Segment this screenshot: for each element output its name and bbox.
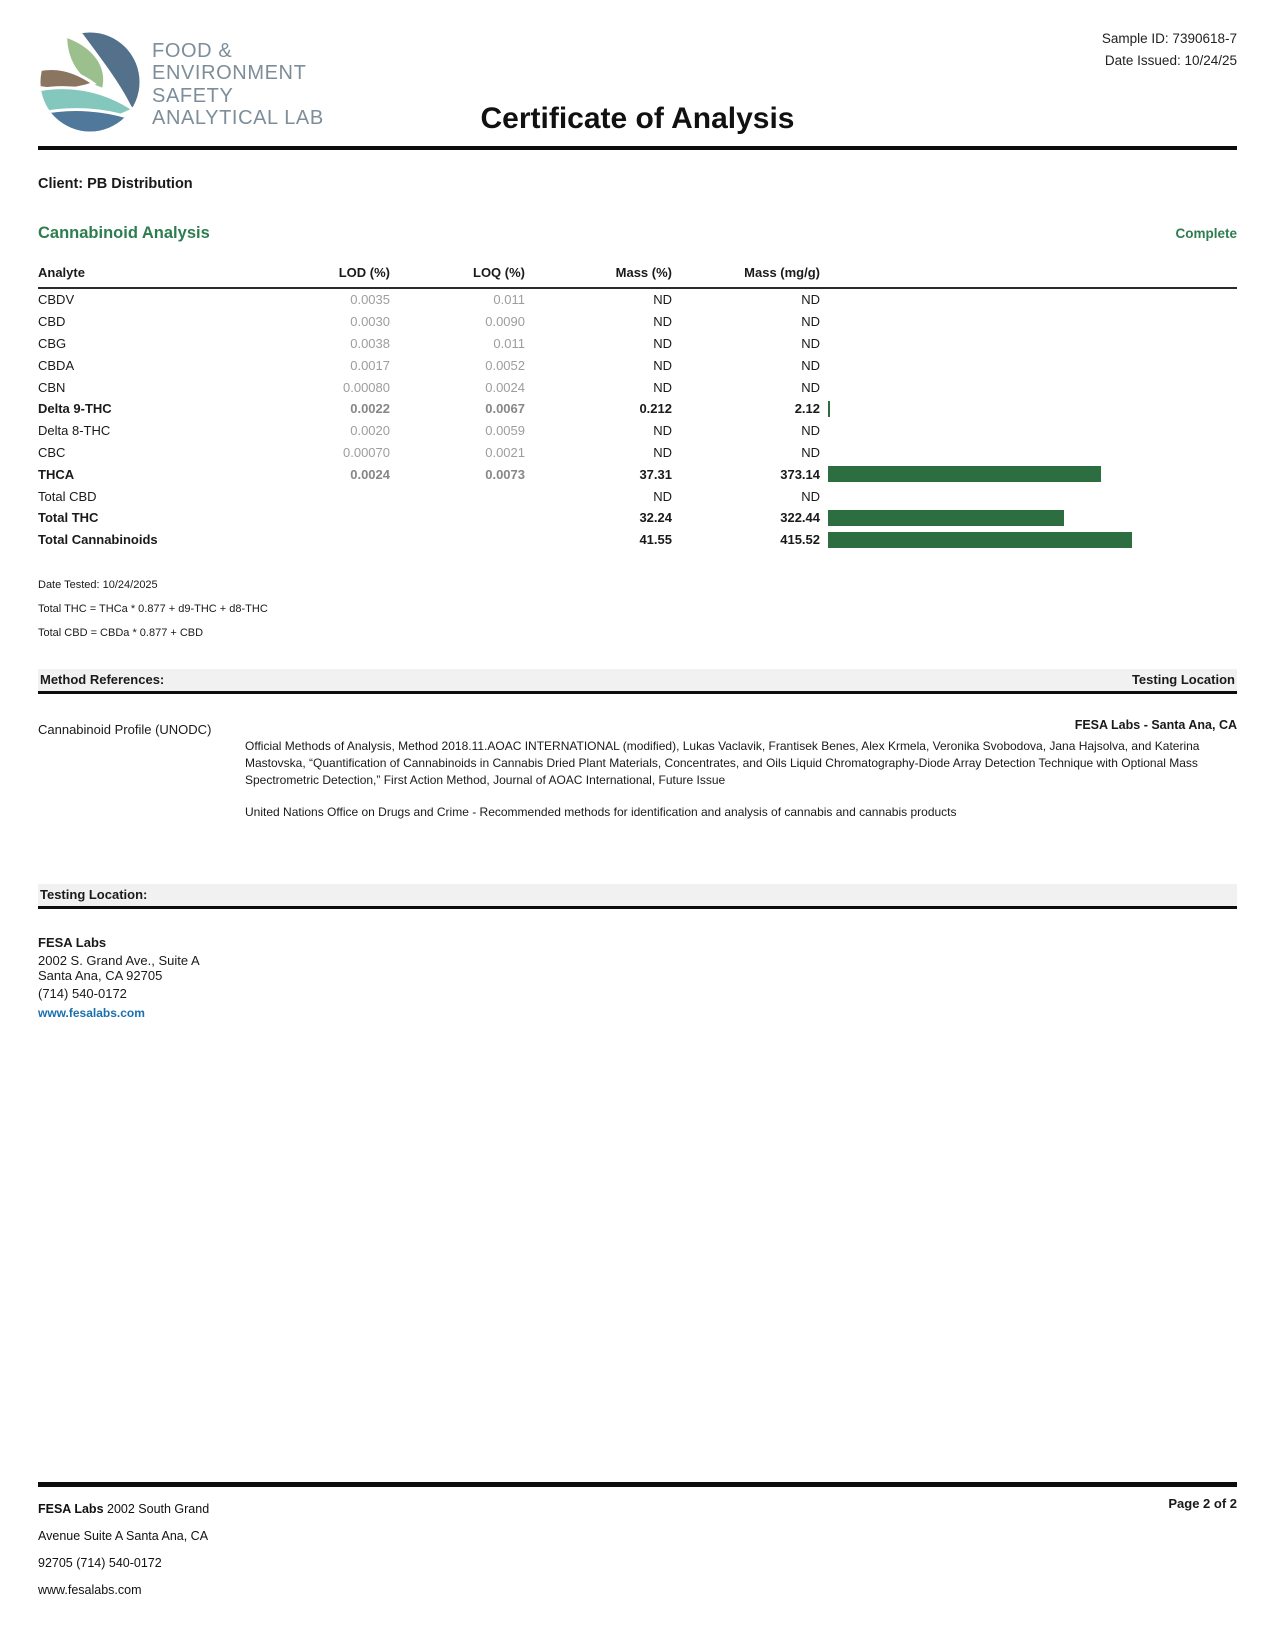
loq-cell: 0.0073	[485, 466, 525, 482]
analyte-cell: CBN	[38, 379, 66, 395]
table-row	[38, 289, 1237, 311]
footer-address-line: 92705 (714) 540-0172	[38, 1555, 162, 1570]
total-thc-formula: Total THC = THCa * 0.877 + d9-THC + d8-THC	[38, 602, 268, 615]
cannabinoid-section-head	[38, 224, 1237, 243]
sample-id: Sample ID: 7390618-7	[1101, 31, 1237, 46]
mass-bar-cell	[820, 335, 1237, 351]
footer-website: www.fesalabs.com	[38, 1582, 142, 1597]
analyte-cell: Total THC	[38, 510, 99, 526]
mass-bar-cell	[820, 292, 1237, 308]
mass-mgg-cell: ND	[801, 314, 820, 330]
method-paragraphs	[245, 738, 1203, 822]
footer-address	[38, 1496, 1237, 1604]
sample-meta	[1102, 28, 1237, 71]
method-references-bar	[38, 669, 1237, 694]
date-issued: Date Issued: 10/24/25	[1104, 52, 1237, 68]
testing-location-label: Testing Location:	[40, 887, 148, 903]
column-header-lod: LOD (%)	[338, 265, 390, 280]
mass-pct-cell: ND	[653, 292, 672, 308]
mass-pct-cell: ND	[653, 423, 672, 439]
analyte-cell: CBC	[38, 444, 66, 460]
lod-cell: 0.0020	[350, 423, 390, 439]
loq-cell: 0.0024	[485, 379, 525, 395]
loq-cell: 0.0021	[485, 444, 525, 460]
analyte-cell: Total CBD	[38, 488, 97, 504]
footer-address-line	[38, 1496, 1237, 1523]
method-block	[38, 718, 1237, 838]
mass-pct-cell: ND	[653, 314, 672, 330]
mass-mgg-cell: 2.12	[794, 401, 820, 417]
footer-line1-rest: 2002 South Grand	[103, 1502, 210, 1516]
table-row	[38, 529, 1237, 551]
column-header-mass-pct: Mass (%)	[615, 265, 672, 280]
loq-cell: 0.0052	[485, 357, 525, 373]
analyte-cell: CBD	[38, 314, 66, 330]
table-row	[38, 420, 1237, 442]
logo-line: ENVIRONMENT	[152, 62, 307, 85]
client-line: Client: PB Distribution	[38, 176, 193, 192]
mass-mgg-cell: ND	[801, 488, 820, 504]
table-header-row	[38, 265, 1237, 289]
mass-pct-cell: 37.31	[639, 466, 672, 482]
lab-address-line: 2002 S. Grand Ave., Suite A	[38, 952, 200, 968]
mass-bar-cell	[820, 314, 1237, 330]
mass-mgg-cell: 322.44	[780, 510, 820, 526]
mass-bar	[828, 466, 1101, 482]
analyte-cell: THCA	[38, 466, 75, 482]
testing-lab-block	[38, 935, 1237, 1021]
mass-bar-cell	[820, 401, 1237, 417]
lod-cell: 0.0038	[350, 335, 390, 351]
lab-name: FESA Labs	[38, 934, 107, 950]
lod-cell: 0.0022	[350, 401, 390, 417]
analyte-cell: Total Cannabinoids	[38, 532, 158, 548]
mass-mgg-cell: ND	[801, 335, 820, 351]
table-body	[38, 289, 1237, 551]
footer-lab-name: FESA Labs	[38, 1502, 104, 1516]
loq-cell: 0.0067	[485, 401, 525, 417]
table-row	[38, 485, 1237, 507]
mass-pct-cell: ND	[653, 488, 672, 504]
page-footer	[38, 1482, 1237, 1604]
method-name: Cannabinoid Profile (UNODC)	[38, 721, 212, 737]
table-row	[38, 463, 1237, 485]
logo-line: ANALYTICAL LAB	[152, 107, 324, 130]
mass-bar	[828, 532, 1132, 548]
page-number: Page 2 of 2	[1168, 1496, 1237, 1511]
lab-website-link[interactable]: www.fesalabs.com	[38, 1006, 145, 1021]
mass-pct-cell: 0.212	[639, 401, 672, 417]
lab-address-line: Santa Ana, CA 92705	[38, 968, 163, 984]
lod-cell: 0.0035	[350, 292, 390, 308]
mass-bar-cell	[820, 379, 1237, 395]
analyte-cell: Delta 8-THC	[38, 423, 111, 439]
mass-bar-cell	[820, 510, 1237, 526]
analyte-cell: CBDV	[38, 292, 75, 308]
page-title: Certificate of Analysis	[480, 102, 795, 135]
table-row	[38, 507, 1237, 529]
mass-mgg-cell: ND	[801, 292, 820, 308]
column-header-mass-mgg: Mass (mg/g)	[744, 265, 820, 280]
logo-line: FOOD &	[152, 40, 233, 62]
test-notes	[38, 579, 1237, 639]
column-header-analyte: Analyte	[38, 265, 85, 280]
table-row	[38, 311, 1237, 333]
testing-location-column-label: Testing Location	[1131, 672, 1235, 688]
section-title: Cannabinoid Analysis	[38, 224, 210, 242]
mass-bar-cell	[820, 423, 1237, 439]
logo-line: SAFETY	[152, 84, 234, 107]
footer-address-line: Avenue Suite A Santa Ana, CA	[38, 1528, 209, 1543]
testing-location-bar	[38, 884, 1237, 909]
lod-cell: 0.0017	[350, 357, 390, 373]
total-cbd-formula: Total CBD = CBDa * 0.877 + CBD	[38, 626, 204, 639]
lod-cell: 0.00080	[343, 379, 390, 395]
mass-pct-cell: ND	[653, 335, 672, 351]
mass-mgg-cell: ND	[801, 357, 820, 373]
analyte-cell: CBG	[38, 335, 67, 351]
table-row	[38, 376, 1237, 398]
mass-pct-cell: 32.24	[639, 510, 672, 526]
mass-bar	[828, 510, 1064, 526]
mass-bar	[828, 401, 830, 417]
mass-pct-cell: ND	[653, 357, 672, 373]
mass-bar-cell	[820, 357, 1237, 373]
mass-mgg-cell: ND	[801, 444, 820, 460]
mass-pct-cell: ND	[653, 379, 672, 395]
mass-bar-cell	[820, 488, 1237, 504]
mass-mgg-cell: 415.52	[780, 532, 820, 548]
mass-bar-cell	[820, 444, 1237, 460]
mass-mgg-cell: ND	[801, 423, 820, 439]
mass-pct-cell: ND	[653, 444, 672, 460]
analyte-cell: CBDA	[38, 357, 75, 373]
mass-mgg-cell: 373.14	[780, 466, 820, 482]
lod-cell: 0.0030	[350, 314, 390, 330]
table-row	[38, 333, 1237, 355]
loq-cell: 0.0059	[485, 423, 525, 439]
table-row	[38, 442, 1237, 464]
column-header-loq: LOQ (%)	[473, 265, 525, 280]
page-header	[38, 0, 1237, 150]
table-row	[38, 354, 1237, 376]
mass-bar-cell	[820, 532, 1237, 548]
status-badge: Complete	[1175, 226, 1237, 241]
loq-cell: 0.011	[493, 292, 525, 308]
lod-cell: 0.0024	[350, 466, 390, 482]
lab-phone: (714) 540-0172	[38, 985, 127, 1001]
loq-cell: 0.011	[493, 335, 525, 351]
table-row	[38, 398, 1237, 420]
lod-cell: 0.00070	[343, 444, 390, 460]
mass-mgg-cell: ND	[801, 379, 820, 395]
cannabinoid-table	[38, 265, 1237, 551]
loq-cell: 0.0090	[485, 314, 525, 330]
unodc-method-paragraph: United Nations Office on Drugs and Crime - Recommended methods for identification and analysis of cannabis and cannabis products	[245, 804, 957, 819]
analyte-cell: Delta 9-THC	[38, 401, 112, 417]
mass-bar-cell	[820, 466, 1237, 482]
mass-pct-cell: 41.55	[639, 532, 672, 548]
aoac-method-paragraph: Official Methods of Analysis, Method 2018.11.AOAC INTERNATIONAL (modified), Lukas Vaclavik, Frantisek Benes, Alex Krmela, Veronika Svobodova, Jana Hajsolva, and Katerina Mastovska, “Quantification of Cannabinoids in Cannabis Dried Plant Materials, Concentrates, and Oils Liquid Chromatography-Diode Array Detection Technique with Optional Mass Spectrometric Detection,” First Action Method, Journal of AOAC International, Future Issue	[245, 738, 1200, 788]
date-tested-note: Date Tested: 10/24/2025	[38, 578, 158, 591]
testing-location-value: FESA Labs - Santa Ana, CA	[1074, 717, 1237, 732]
method-references-label: Method References:	[40, 672, 165, 688]
